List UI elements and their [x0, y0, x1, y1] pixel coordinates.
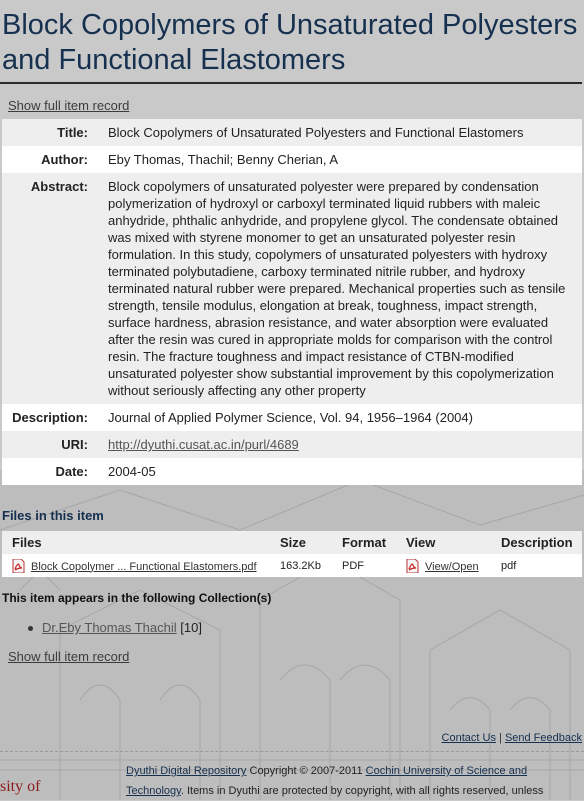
metadata-label: Author:	[41, 152, 88, 167]
collections-list	[28, 620, 202, 635]
university-link[interactable]: Cochin University of Science and Technology	[126, 765, 528, 797]
footer-divider	[0, 751, 584, 752]
send-feedback-link[interactable]: Send Feedback	[504, 732, 582, 744]
show-full-record-link-top[interactable]: Show full item record	[8, 98, 130, 113]
column-header-view: View	[396, 531, 491, 554]
metadata-row-date	[2, 458, 582, 485]
copyright-text: Copyright © 2007-2011	[249, 765, 363, 777]
list-item	[28, 620, 202, 635]
files-table	[2, 531, 582, 577]
metadata-label: Description:	[12, 410, 88, 425]
repository-link[interactable]: Dyuthi Digital Repository	[126, 765, 247, 777]
footer-separator: |	[499, 732, 502, 744]
metadata-value-title: Block Copolymers of Unsaturated Polyesters and Functional Elastomers	[108, 125, 524, 140]
view-open-link[interactable]: View/Open	[425, 560, 479, 573]
footer-copyright	[126, 761, 566, 801]
metadata-label: Date:	[55, 464, 88, 479]
file-row	[2, 554, 582, 577]
metadata-value-description: Journal of Applied Polymer Science, Vol. 94, 1956–1964 (2004)	[108, 410, 473, 425]
metadata-row-description	[2, 404, 582, 431]
file-description: pdf	[491, 554, 582, 577]
pdf-icon	[12, 559, 25, 573]
contact-us-link[interactable]: Contact Us	[441, 732, 496, 744]
metadata-label: URI:	[61, 437, 88, 452]
files-heading: Files in this item	[2, 508, 104, 523]
pdf-icon	[406, 559, 419, 573]
column-header-files: Files	[2, 531, 270, 554]
show-full-record-link-bottom[interactable]: Show full item record	[8, 649, 130, 664]
file-size: 163.2Kb	[270, 554, 332, 577]
column-header-format: Format	[332, 531, 396, 554]
file-name-link[interactable]: Block Copolymer ... Functional Elastomers.pdf	[31, 560, 257, 573]
metadata-row-title	[2, 119, 582, 146]
column-header-size: Size	[270, 531, 332, 554]
metadata-value-abstract: Block copolymers of unsaturated polyester were prepared by condensation polymerization of hydroxyl or carboxyl terminated liquid rubbers with maleic anhydride, phthalic anhydride, and propylene glycol. The condensate obtained was mixed with styrene monomer to get an unsaturated polyester resin formulation. In this study, copolymers of unsaturated polyesters with hydroxy terminated polybutadiene, carboxy terminated nitrile rubber, and hydroxy terminated natural rubber were prepared. Mechanical properties such as tensile strength, tensile modulus, elongation at break, toughness, impact strength, surface hardness, abrasion resistance, and water absorption were evaluated after the resin was cured in appropriate molds for comparison with the control resin. The fracture toughness and impact resistance of CTBN-modified unsaturated polyester show substantial improvement by this copolymerization without seriously affecting any other property	[108, 179, 566, 398]
metadata-row-abstract	[2, 173, 582, 404]
rights-text: . Items in Dyuthi are protected by copyright, with all rights reserved, unless	[180, 785, 544, 797]
metadata-label: Abstract:	[30, 179, 88, 194]
metadata-row-uri	[2, 431, 582, 458]
page-title: Block Copolymers of Unsaturated Polyesters and Functional Elastomers	[0, 0, 582, 84]
metadata-value-author: Eby Thomas, Thachil; Benny Cherian, A	[108, 152, 339, 167]
file-format: PDF	[332, 554, 396, 577]
metadata-label: Title:	[57, 125, 88, 140]
university-logo-text: sity of	[0, 778, 41, 795]
collection-link[interactable]: Dr.Eby Thomas Thachil	[42, 620, 177, 635]
metadata-row-author	[2, 146, 582, 173]
files-header-row	[2, 531, 582, 554]
collection-count: [10]	[180, 620, 202, 635]
column-header-description: Description	[491, 531, 582, 554]
footer-links	[442, 732, 582, 744]
uri-link[interactable]: http://dyuthi.cusat.ac.in/purl/4689	[108, 437, 299, 452]
collections-heading: This item appears in the following Collection(s)	[2, 591, 272, 605]
metadata-table	[2, 119, 582, 485]
metadata-value-date: 2004-05	[108, 464, 156, 479]
